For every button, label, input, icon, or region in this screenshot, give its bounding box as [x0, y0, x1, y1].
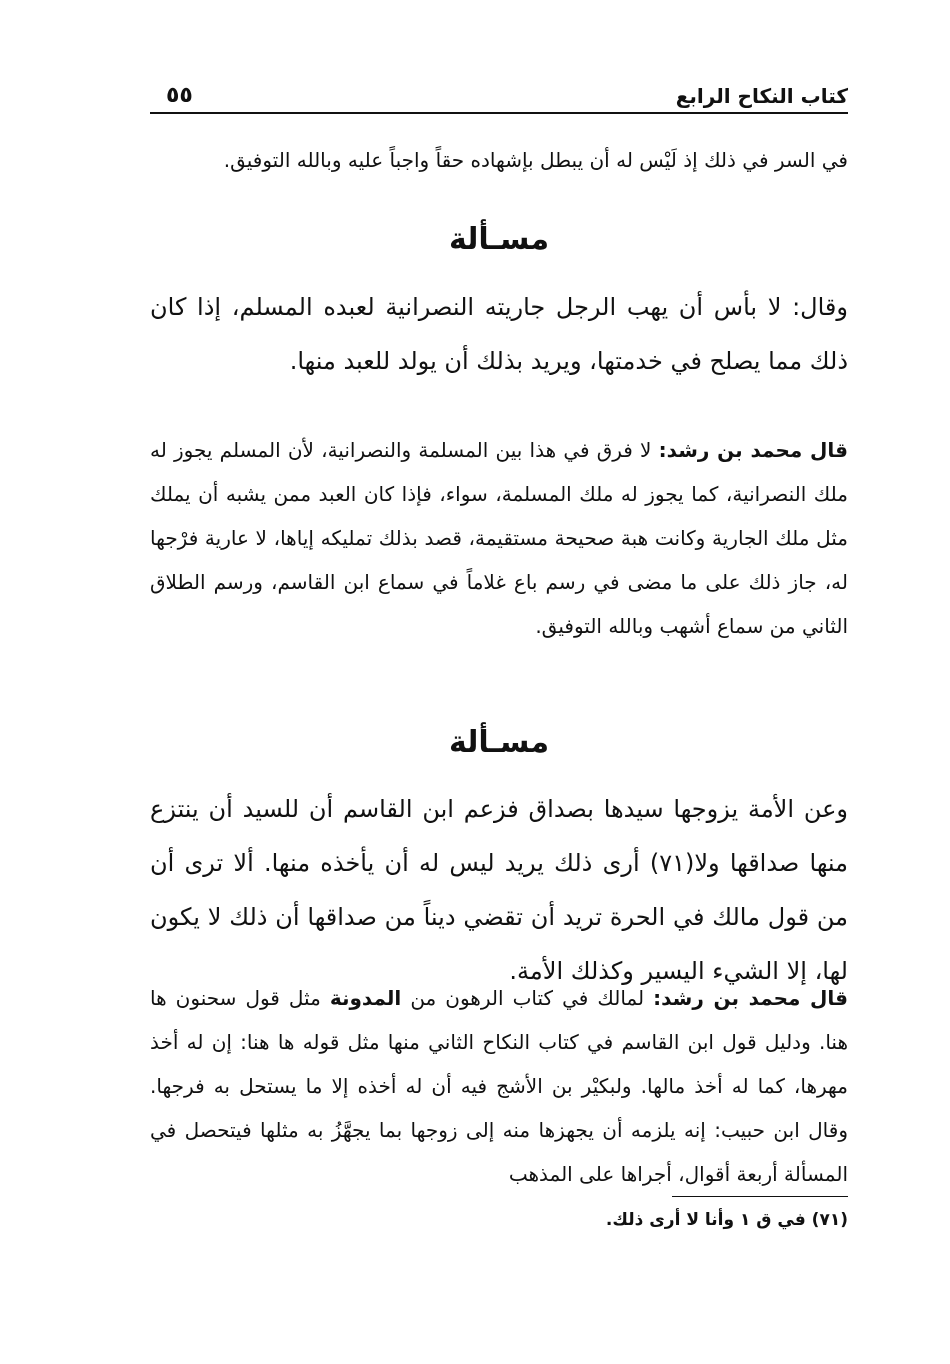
section2-text: وعن الأمة يزوجها سيدها بصداق فزعم ابن القاسم أن للسيد أن ينتزع منها صداقها ولا(٧١) أرى ذلك يريد ليس له أن يأخذه منها. ألا ترى أن من قول مالك في الحرة تريد أن تقضي ديناً من صداقها أن ذلك لا يكون لها، إلا الشيء اليسير وكذلك الأمة.: [150, 795, 848, 985]
section1-commentary-block: [150, 428, 848, 648]
section1-text-block: [150, 280, 848, 388]
commentary-speaker: قال محمد بن رشد:: [653, 986, 849, 1010]
commentary-text: لا فرق في هذا بين المسلمة والنصرانية، لأن المسلم يجوز له ملك النصرانية، كما يجوز له ملك المسلمة، سواء، فإذا كان العبد ممن يشبه أن يملك مثل ملك الجارية وكانت هبة صحيحة مستقيمة، قصد بذلك تمليكه إياها، لا عارية فرْجها له، جاز ذلك على ما مضى في رسم باع غلاماً في سماع ابن القاسم، ورسم الطلاق الثاني من سماع أشهب وبالله التوفيق.: [150, 438, 848, 638]
section-heading-1: مسـألة: [448, 222, 550, 257]
intro-text: في السر في ذلك إذ لَيْس له أن يبطل بإشهاده حقاً واجباً عليه وبالله التوفيق.: [223, 148, 848, 172]
section2-commentary-block: [150, 976, 848, 1196]
page-number: ٥٥: [166, 83, 193, 108]
intro-paragraph: [150, 138, 848, 182]
section2-commentary: [150, 976, 848, 1196]
commentary-text-pre: لمالك في كتاب الرهون من: [410, 986, 645, 1010]
footnote-divider: [672, 1196, 848, 1197]
section2-text-block: [150, 782, 848, 998]
section1-text: وقال: لا بأس أن يهب الرجل جاريته النصرانية لعبده المسلم، إذا كان ذلك مما يصلح في خدمتها، ويريد بذلك أن يولد للعبد منها.: [150, 293, 848, 375]
commentary-speaker: قال محمد بن رشد:: [658, 438, 848, 462]
footnote: (٧١) في ق ١ وأنا لا أرى ذلك.: [605, 1210, 848, 1230]
book-title: المدونة: [329, 986, 402, 1010]
page-header: [150, 72, 848, 114]
commentary-text-post: مثل قول سحنون ها هنا. ودليل قول ابن القاسم في كتاب النكاح الثاني منها مثل قوله ها هنا: إن له أخذ مهرها، كما له أخذ مالها. ولبكيْر بن الأشج فيه أن له أخذه إلا ما يستحل به فرجها. وقال ابن حبيب: إنه يلزمه أن يجهزها منه إلى زوجها بما يجهَّزُ به مثلها فيتحصل في المسألة أربعة أقوال، أجراها على المذهب: [150, 986, 848, 1186]
running-title: كتاب النكاح الرابع: [675, 84, 848, 108]
section1-commentary: [150, 428, 848, 648]
section-heading-2: مسـألة: [448, 725, 550, 760]
